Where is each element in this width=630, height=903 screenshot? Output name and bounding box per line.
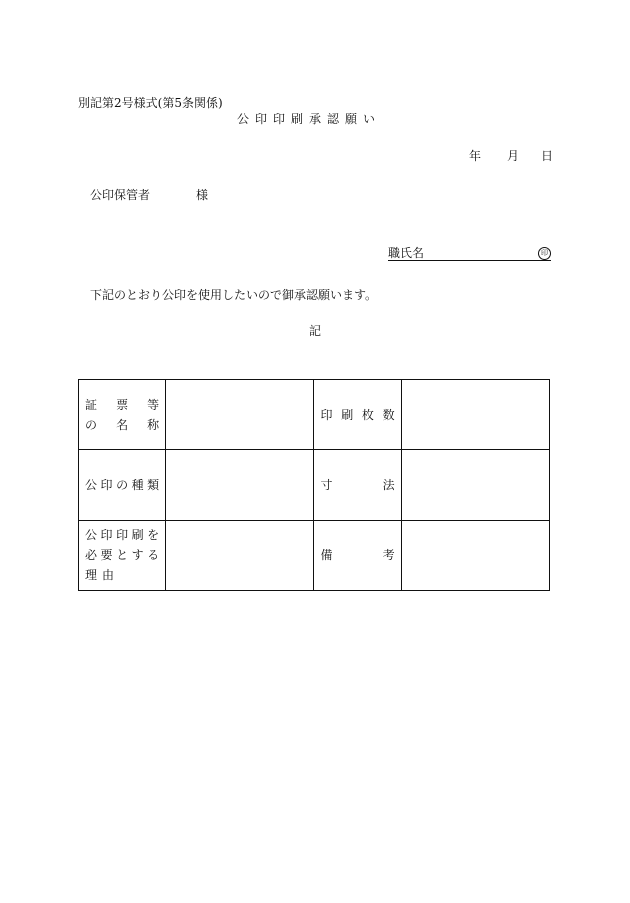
dimensions-label: 寸 法 [314, 450, 401, 520]
applicant-signature-line [388, 246, 551, 261]
ki-heading: 記 [309, 324, 322, 338]
request-details-table [78, 379, 550, 591]
reason-value[interactable] [166, 520, 314, 590]
document-name-value[interactable] [166, 380, 314, 450]
table-row [79, 520, 550, 590]
document-name-label: 証 票 等 の 名 称 [79, 380, 166, 450]
request-statement: 下記のとおり公印を使用したいので御承認願います。 [90, 288, 378, 302]
seal-mark: 印 [538, 247, 551, 260]
date-month: 月 [507, 149, 520, 163]
table-row [79, 450, 550, 520]
print-count-label: 印 刷 枚 数 [314, 380, 401, 450]
document-title: 公印印刷承認願い [237, 112, 382, 126]
addressee-line [90, 186, 208, 203]
applicant-label: 職氏名 [388, 246, 425, 260]
table-row [79, 380, 550, 450]
seal-type-label: 公 印 の 種 類 [79, 450, 166, 520]
date-day: 日 [541, 149, 554, 163]
print-count-value[interactable] [401, 380, 549, 450]
remarks-value[interactable] [401, 520, 549, 590]
date-line [469, 147, 553, 164]
remarks-label: 備 考 [314, 520, 401, 590]
addressee-honorific: 様 [196, 188, 209, 202]
addressee-name: 公印保管者 [90, 188, 151, 202]
form-number-label: 別記第2号様式(第5条関係) [78, 96, 223, 110]
reason-label: 公 印 印 刷 を 必 要 と す る 理 由 [79, 520, 166, 590]
dimensions-value[interactable] [401, 450, 549, 520]
date-year: 年 [469, 149, 482, 163]
seal-type-value[interactable] [166, 450, 314, 520]
